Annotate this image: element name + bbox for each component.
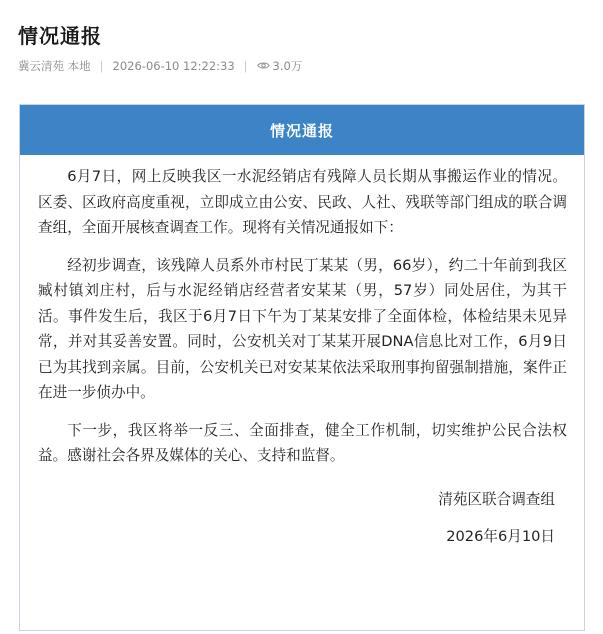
notice-paragraph: 下一步，我区将举一反三、全面排查，健全工作机制，切实维护公民合法权益。感谢社会各界及媒体的关心、支持和监督。 xyxy=(38,421,567,464)
notice-paragraph: 6月7日，网上反映我区一水泥经销店有残障人员长期从事搬运作业的情况。区委、区政府高度重视，立即成立由公安、民政、人社、残联等部门组成的联合调查组，全面开展核查调查工作。现将有关情况通报如下： xyxy=(38,168,567,236)
source-label[interactable]: 冀云清苑 本地 xyxy=(18,59,91,73)
notice-signature: 清苑区联合调查组 xyxy=(438,490,555,508)
article-meta xyxy=(18,58,302,74)
notice-header: 情况通报 xyxy=(20,105,584,155)
notice-body xyxy=(20,155,584,550)
meta-divider: | xyxy=(243,59,248,73)
meta-divider: | xyxy=(99,59,104,73)
notice-card xyxy=(19,104,585,631)
view-count: 3.0万 xyxy=(272,59,303,73)
notice-paragraph: 经初步调查，该残障人员系外市村民丁某某（男，66岁），约二十年前到我区臧村镇刘庄村，后与水泥经销店经营者安某某（男，57岁）同处居住，为其干活。事件发生后，我区于6月7日下午为丁某某安排了全面体检，体检结果未见异常，并对其妥善安置。同时，公安机关对丁某某开展DNA信息比对工作，6月9日已为其找到亲属。目前，公安机关已对安某某依法采取刑事拘留强制措施，案件正在进一步侦办中。 xyxy=(38,256,567,401)
page-title: 情况通报 xyxy=(18,24,102,48)
notice-date: 2026年6月10日 xyxy=(446,528,555,545)
eye-icon xyxy=(257,59,270,73)
publish-datetime: 2026-06-10 12:22:33 xyxy=(112,59,235,73)
